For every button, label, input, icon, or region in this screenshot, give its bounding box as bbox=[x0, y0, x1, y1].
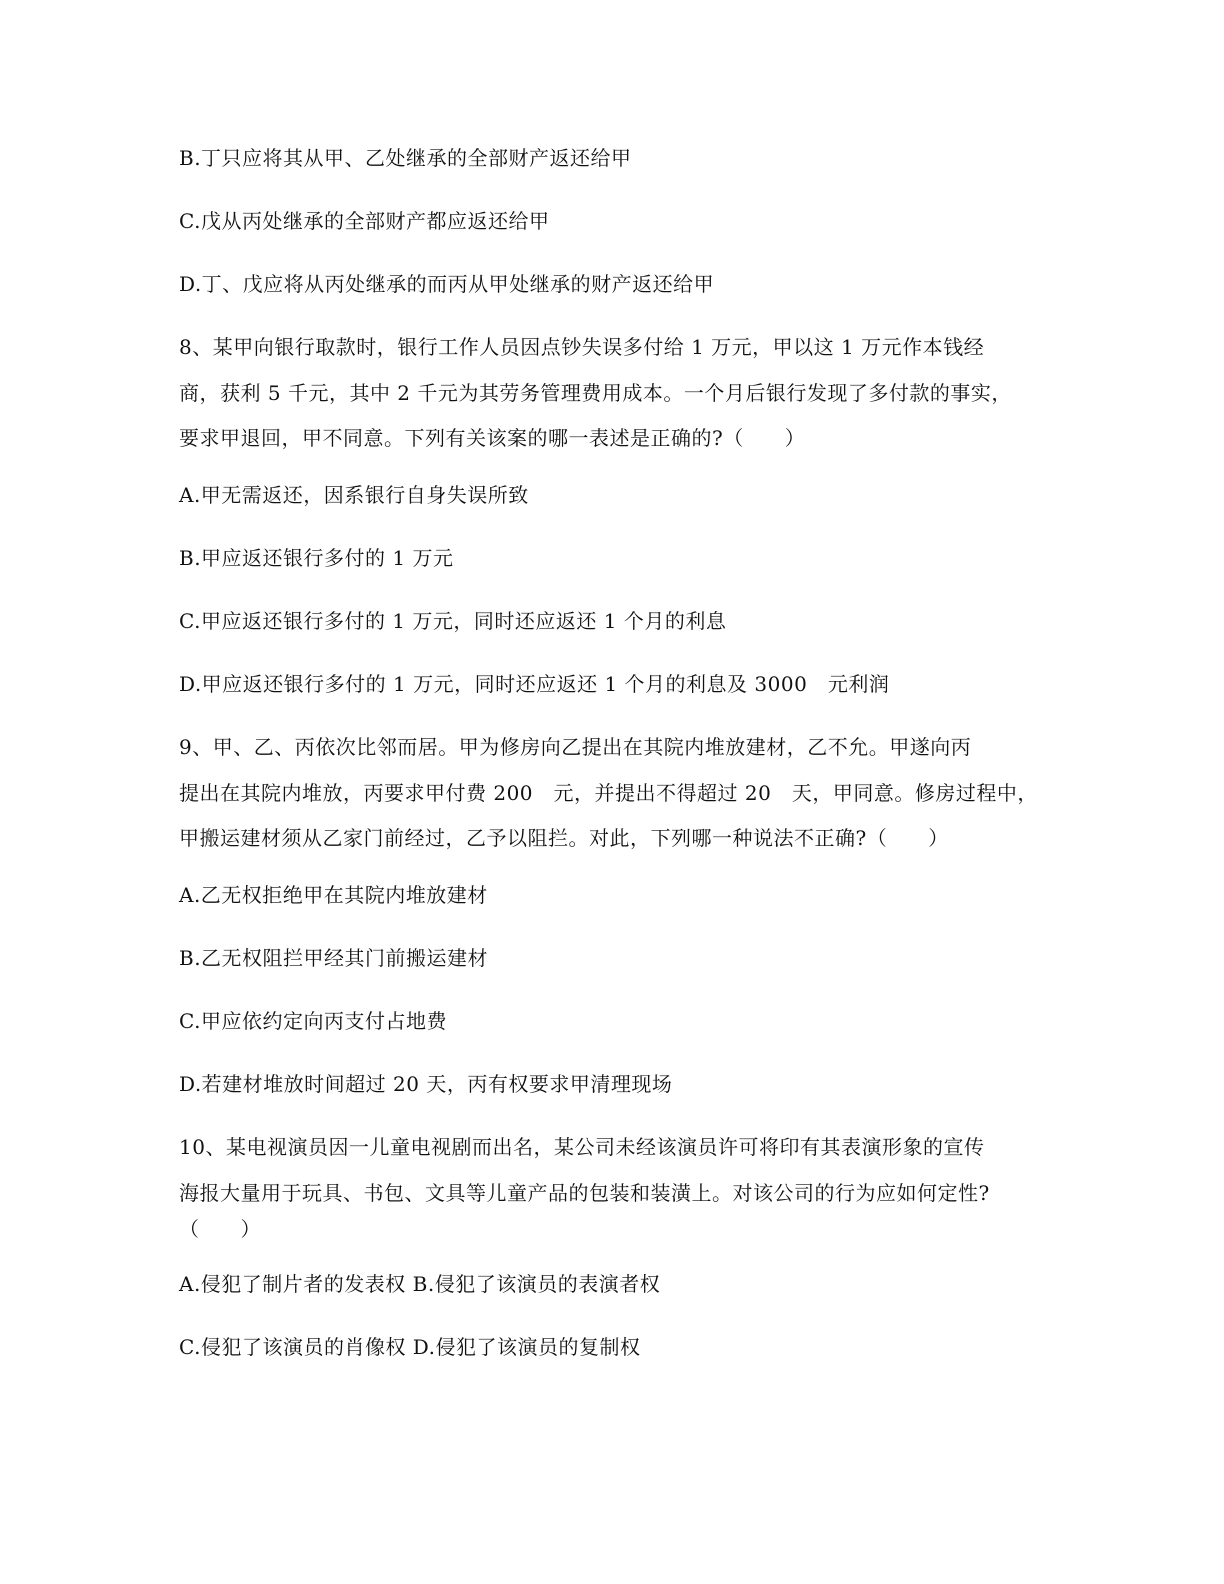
q8-stem-line-3: 要求甲退回，甲不同意。下列有关该案的哪一表述是正确的?（ ） bbox=[179, 426, 806, 450]
q9-stem-line-1: 9、甲、乙、丙依次比邻而居。甲为修房向乙提出在其院内堆放建材，乙不允。甲遂向丙 bbox=[179, 735, 972, 759]
q8-option-c: C.甲应返还银行多付的 1 万元，同时还应返还 1 个月的利息 bbox=[179, 609, 727, 633]
q10-options-ab: A.侵犯了制片者的发表权 B.侵犯了该演员的表演者权 bbox=[179, 1272, 661, 1296]
q9-stem-line-3: 甲搬运建材须从乙家门前经过，乙予以阻拦。对此，下列哪一种说法不正确?（ ） bbox=[179, 826, 949, 850]
q10-stem-line-3: （ ） bbox=[179, 1217, 261, 1241]
q9-option-a: A.乙无权拒绝甲在其院内堆放建材 bbox=[179, 883, 488, 907]
q7-option-c: C.戊从丙处继承的全部财产都应返还给甲 bbox=[179, 209, 550, 233]
q9-option-d: D.若建材堆放时间超过 20 天，丙有权要求甲清理现场 bbox=[179, 1072, 673, 1096]
q10-options-cd: C.侵犯了该演员的肖像权 D.侵犯了该演员的复制权 bbox=[179, 1335, 641, 1359]
q9-option-c: C.甲应依约定向丙支付占地费 bbox=[179, 1009, 447, 1033]
q9-option-b: B.乙无权阻拦甲经其门前搬运建材 bbox=[179, 946, 489, 970]
q8-option-a: A.甲无需返还，因系银行自身失误所致 bbox=[179, 483, 529, 507]
q10-stem-line-1: 10、某电视演员因一儿童电视剧而出名，某公司未经该演员许可将印有其表演形象的宣传 bbox=[179, 1135, 985, 1159]
q8-option-d: D.甲应返还银行多付的 1 万元，同时还应返还 1 个月的利息及 3000 元利润 bbox=[179, 672, 890, 696]
q9-stem-line-2: 提出在其院内堆放，丙要求甲付费 200 元，并提出不得超过 20 天，甲同意。修房过程中， bbox=[179, 781, 1038, 805]
q8-stem-line-1: 8、某甲向银行取款时，银行工作人员因点钞失误多付给 1 万元，甲以这 1 万元作本钱经 bbox=[179, 335, 985, 359]
q7-option-b: B.丁只应将其从甲、乙处继承的全部财产返还给甲 bbox=[179, 146, 632, 170]
q8-stem-line-2: 商，获利 5 千元，其中 2 千元为其劳务管理费用成本。一个月后银行发现了多付款的事实， bbox=[179, 381, 1012, 405]
q7-option-d: D.丁、戊应将从丙处继承的而丙从甲处继承的财产返还给甲 bbox=[179, 272, 715, 296]
q8-option-b: B.甲应返还银行多付的 1 万元 bbox=[179, 546, 454, 570]
q10-stem-line-2: 海报大量用于玩具、书包、文具等儿童产品的包装和装潢上。对该公司的行为应如何定性? bbox=[179, 1181, 990, 1205]
